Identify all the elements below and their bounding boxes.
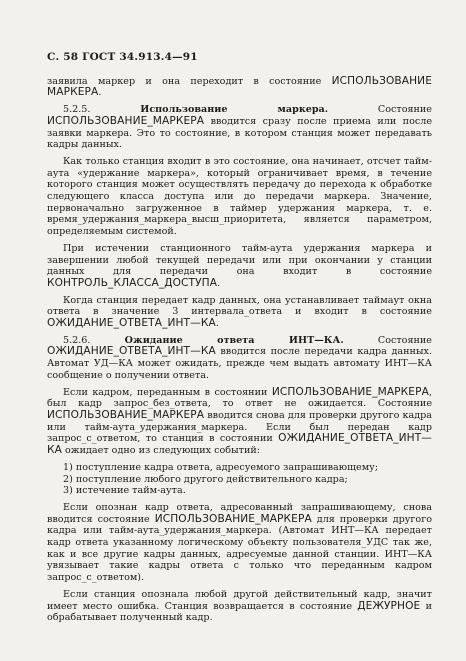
text: заявила маркер и она переходит в состояние <box>47 75 332 87</box>
state-name: ИСПОЛЬЗОВАНИЕ_МАРКЕРА <box>154 512 312 525</box>
document-page <box>47 52 432 629</box>
paragraph-3 <box>47 156 432 238</box>
paragraph-7 <box>47 387 432 457</box>
page-header: С. 58 ГОСТ 34.913.4—91 <box>47 51 198 63</box>
paragraph-1 <box>47 76 432 99</box>
paragraph-4 <box>47 243 432 290</box>
section-title: Ожидание ответа ИНТ—КА. <box>124 334 344 346</box>
text: вводится после передачи кадра данных. Автомат УД—КА может ожидать, прежде чем выдать автомату ИНТ—КА сообщение о получении ответа. <box>47 346 432 381</box>
state-name: ОЖИДАНИЕ_ОТВЕТА_ИНТ—КА <box>47 432 432 457</box>
state-name: ИСПОЛЬЗОВАНИЕ_МАРКЕРА <box>47 114 205 127</box>
text: и обрабатывает полученный кадр. <box>47 600 432 624</box>
text: Если станция опознала любой другой действительный кадр, значит имеет место ошибка. Станция возвращается в состояние <box>47 588 432 612</box>
list-item: 3) истечение тайм-аута. <box>63 485 186 497</box>
text: вводится снова для проверки другого кадра или тайм-аута_удержания_маркера. Если был передан кадр запрос_с_ответом, то станция в состоянии <box>47 409 432 445</box>
text: Если опознан кадр ответа, адресованный запрашивающему, снова вводится состояние <box>47 501 432 525</box>
state-name: КОНТРОЛЬ_КЛАССА_ДОСТУПА <box>47 276 218 289</box>
state-name: ИСПОЛЬЗОВАНИЕ МАРКЕРА <box>47 74 432 99</box>
paragraph-5 <box>47 295 432 330</box>
section-5-2-6 <box>47 335 432 382</box>
state-name: ИСПОЛЬЗОВАНИЕ_МАРКЕРА <box>271 385 429 398</box>
section-5-2-5 <box>47 104 432 151</box>
state-name: ИСПОЛЬЗОВАНИЕ_МАРКЕРА <box>47 408 205 421</box>
list-item: 2) поступление любого другого действительного кадра; <box>63 473 348 485</box>
text: . <box>217 277 221 289</box>
state-name: ДЕЖУРНОЕ <box>357 599 421 612</box>
text: При истечении станционного тайм-аута удержания маркера и завершении любой текущей передачи или при окончании у станции данных для передачи она входит в состояние <box>47 242 432 278</box>
text: , был кадр запрос_без_ответа, то ответ не ожидается. Состояние <box>47 386 432 410</box>
text: для проверки другого кадра или тайм-аута_удержания_маркера. (Автомат ИНТ—КА передает кадр ответа указанному логическому объекту пользователя_УДС так же, как и все другие кадры данных, адресуемые данной станции. ИНТ—КА увязывает такие кадры ответа с только что переданным кадром запрос_с_ответом). <box>47 513 432 584</box>
list-item: 1) поступление кадра ответа, адресуемого запрашивающему; <box>63 461 379 473</box>
paragraph-8 <box>47 502 432 584</box>
text: . <box>98 87 102 99</box>
section-title: Использование маркера. <box>140 104 329 116</box>
text: Как только станция входит в это состояние, она начинает, отсчет тайм-аута «удержание маркера», который ограничивает время, в течение которого станция может осуществлять передачу до перехода к обработке следующего класса доступа или до передачи маркера. Значение, первоначально загруженное в таймер удержания маркера, т. е. время_удержания_маркера_высш_приоритета, является параметром, определяемым системой. <box>47 155 432 238</box>
text: . <box>215 318 219 330</box>
paragraph-9 <box>47 589 432 624</box>
text: Состояние <box>328 104 432 116</box>
section-number: 5.2.6. <box>63 334 91 346</box>
state-name: ОЖИДАНИЕ_ОТВЕТА_ИНТ—КА <box>47 345 216 358</box>
text: Если кадром, переданным в состоянии <box>63 386 272 398</box>
section-number: 5.2.5. <box>63 104 91 116</box>
text: Состояние <box>343 334 432 346</box>
text: вводится сразу после приема или после заявки маркера. Это то состояние, в котором станция может передавать кадры данных. <box>47 115 432 151</box>
event-list <box>47 462 432 497</box>
text: ожидает одно из следующих событий: <box>61 445 260 457</box>
text: Когда станция передает кадр данных, она устанавливает таймаут окна ответа в значение 3 интервала_ответа и входит в состояние <box>47 294 432 318</box>
state-name: ОЖИДАНИЕ_ОТВЕТА_ИНТ—КА <box>47 317 216 330</box>
